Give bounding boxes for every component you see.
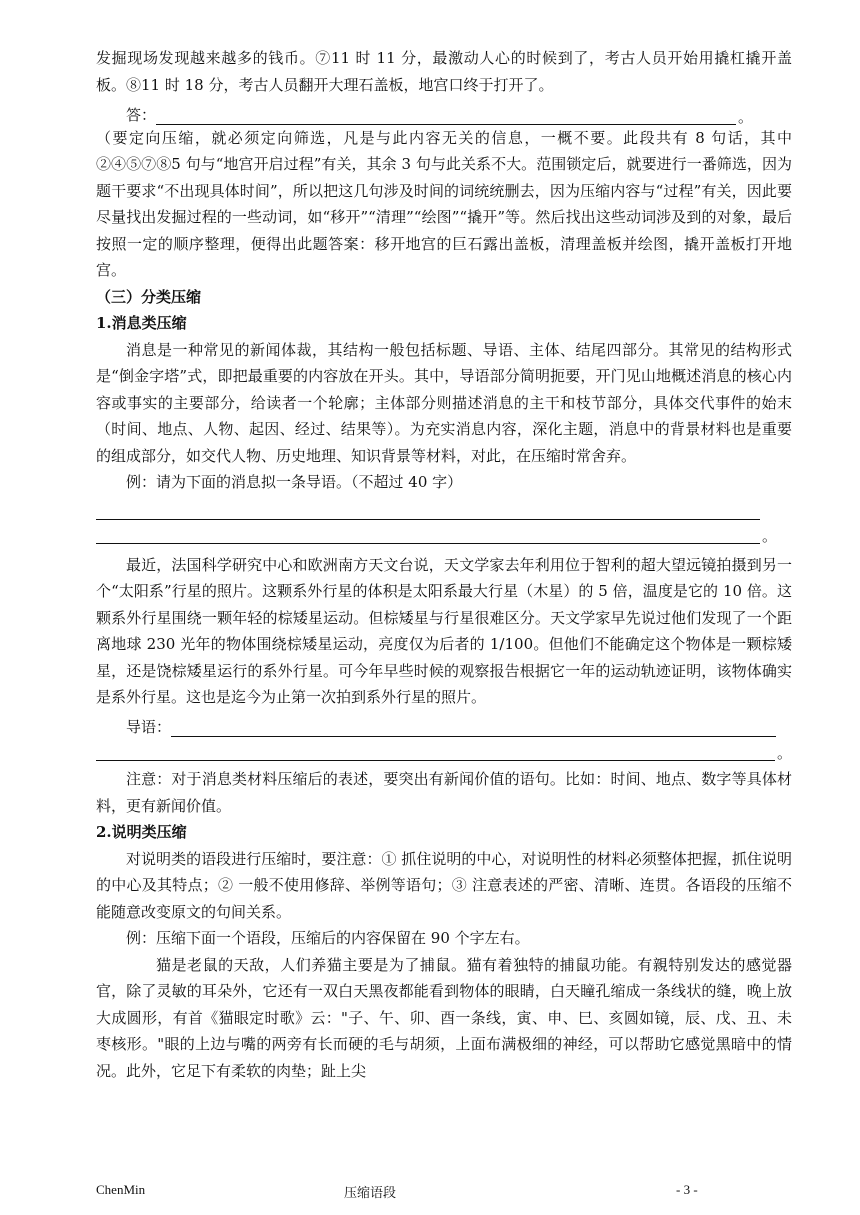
answer-period: 。	[738, 107, 754, 126]
lead-row	[96, 711, 792, 738]
paragraph-exoplanet-news: 最近，法国科学研究中心和欧洲南方天文台说，天文学家去年利用位于智利的超大望远镜拍摄到另一个“太阳系”行星的照片。这颗系外行星的体积是太阳系最大行星（木星）的 5 倍，温度是它的 10 倍。这颗系外行星围绕一颗年轻的棕矮星运动。但棕矮星与行星很难区分。天文学家早先说过他们发现了一个距离地球 230 光年的物体围绕棕矮星运动，亮度仅为后者的 1/100。但他们不能确定这个物体是一颗棕矮星，还是饶棕矮星运行的系外行星。可今年早些时候的观察报告根据它一年的运动轨迹证明，该物体确实是系外行星。这也是迄今为止第一次拍到系外行星的照片。	[96, 555, 792, 706]
lead-answer-line-2[interactable]	[96, 737, 792, 761]
blank-period: 。	[776, 744, 792, 762]
paragraph-answer-explanation: （要定向压缩，就必须定向筛选，凡是与此内容无关的信息，一概不要。此段共有 8 句话，其中②④⑤⑦⑧5 句与“地宫开启过程”有关，其余 3 句与此关系不大。范围锁定后，就要进行一番筛选，因为题干要求“不出现具体时间”，所以把这几句涉及时间的词统统删去，因为压缩内容与“过程”有关，因此要尽量找出发掘过程的一些动词，如“移开”“清理”“绘图”“撬开”等。然后找出这些动词涉及到的对象，最后按照一定的顺序整理，便得出此题答案：移开地宫的巨石露出盖板，清理盖板并绘图，撬开盖板打开地宫。	[96, 128, 792, 279]
paragraph-explanatory-rules: 对说明类的语段进行压缩时，要注意：① 抓住说明的中心，对说明性的材料必须整体把握，抓住说明的中心及其特点；② 一般不使用修辞、举例等语句；③ 注意表述的严密、清晰、连贯。各语段的压缩不能随意改变原文的句间关系。	[96, 849, 792, 921]
example-answer-line-2[interactable]	[96, 520, 792, 544]
subheading-news-compression: 1.消息类压缩	[96, 314, 187, 332]
document-page	[96, 0, 792, 1084]
paragraph-explanatory-example-prompt: 例：压缩下面一个语段，压缩后的内容保留在 90 个字左右。	[126, 929, 530, 947]
footer-page-number: - 3 -	[676, 1182, 698, 1197]
footer-title: 压缩语段	[344, 1185, 397, 1200]
paragraph-cat-passage: 猫是老鼠的天敌，人们养猫主要是为了捕鼠。猫有着独特的捕鼠功能。有親特别发达的感觉器官，除了灵敏的耳朵外，它还有一双白天黑夜都能看到物体的眼睛，白天瞳孔缩成一条线状的缝，晚上放大成圆形，有首《猫眼定时歌》云："子、午、卯、酉一条线，寅、申、巳、亥圆如镜，辰、戊、丑、未枣核形。"眼的上边与嘴的两旁有长而硬的毛与胡须，上面布满极细的神经，可以帮助它感觉黑暗中的情况。此外，它足下有柔软的肉垫；趾上尖	[96, 955, 792, 1080]
paragraph-news-note: 注意：对于消息类材料压缩后的表述，要突出有新闻价值的语句。比如：时间、地点、数字等具体材料，更有新闻价值。	[96, 770, 792, 815]
section-heading-classified: （三）分类压缩	[96, 287, 202, 306]
paragraph-news-example-prompt: 例：请为下面的消息拟一条导语。（不超过 40 字）	[126, 473, 463, 491]
paragraph-excavation-end: 发掘现场发现越来越多的钱币。⑦11 时 11 分，最激动人心的时候到了，考古人员开始用撬杠撬开盖板。⑧11 时 18 分，考古人员翻开大理石盖板，地宫口终于打开了。	[96, 49, 792, 94]
blank-line[interactable]	[96, 501, 760, 520]
answer-label: 答：	[126, 105, 157, 124]
blank-period: 。	[762, 526, 778, 545]
subheading-explanatory-compression: 2.说明类压缩	[96, 823, 187, 841]
paragraph-news-structure: 消息是一种常见的新闻体裁，其结构一般包括标题、导语、主体、结尾四部分。其常见的结构形式是“倒金字塔”式，即把最重要的内容放在开头。其中，导语部分简明扼要，开门见山地概述消息的核心内容或事实的主要部分，给读者一个轮廓；主体部分则描述消息的主干和枝节部分，具体交代事件的始末（时间、地点、人物、起因、经过、结果等）。为充实消息内容，深化主题，消息中的背景材料也是重要的组成部分，如交代人物、历史地理、知识背景等材料，对此，在压缩时常舍弃。	[96, 340, 792, 465]
footer-author: ChenMin	[96, 1182, 146, 1197]
lead-label: 导语：	[126, 718, 172, 736]
answer-blank-line[interactable]	[156, 106, 736, 125]
example-answer-line-1[interactable]	[96, 496, 792, 520]
lead-blank-line[interactable]	[171, 718, 776, 737]
blank-line[interactable]	[96, 742, 775, 761]
answer-row	[96, 98, 792, 125]
blank-line[interactable]	[96, 525, 760, 544]
